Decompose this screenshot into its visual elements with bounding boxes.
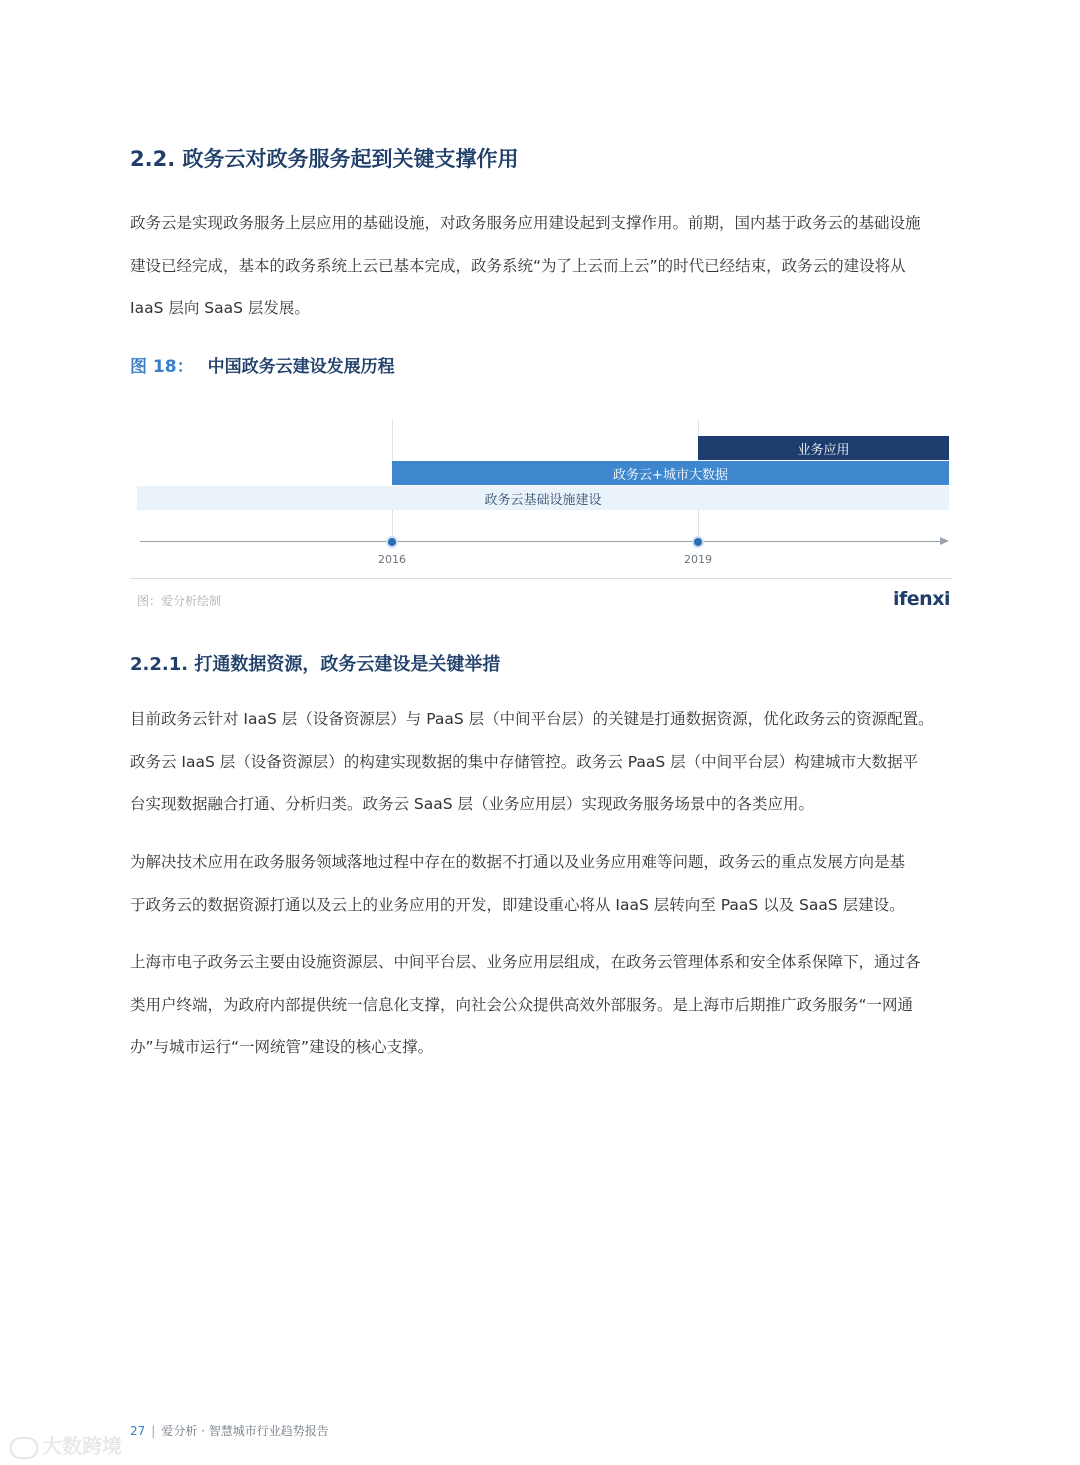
paragraph-line: 类用户终端，为政府内部提供统一信息化支撑，向社会公众提供高效外部服务。是上海市后期推广政务服务“一网通 <box>130 995 914 1014</box>
timeline-axis <box>140 541 940 542</box>
figure-number: 图 18： <box>130 357 194 377</box>
body-paragraph <box>130 941 960 1069</box>
ifenxi-logo: ifenxi <box>893 588 950 610</box>
bar-business-application: 业务应用 <box>698 436 949 460</box>
paragraph-line: 建设已经完成，基本的政务系统上云已基本完成，政务系统“为了上云而上云”的时代已经结束，政务云的建设将从 <box>130 256 906 275</box>
axis-arrow-icon <box>940 537 949 545</box>
page-footer <box>130 1422 329 1439</box>
intro-paragraph <box>130 202 960 330</box>
paragraph-line: 台实现数据融合打通、分析归类。政务云 SaaS 层（业务应用层）实现政务服务场景中的各类应用。 <box>130 795 815 813</box>
watermark <box>10 1430 122 1459</box>
section-heading: 2.2. 政务云对政务服务起到关键支撑作用 <box>130 147 519 171</box>
paragraph-line: IaaS 层向 SaaS 层发展。 <box>130 299 310 317</box>
watermark-text: 大数跨境 <box>42 1434 122 1458</box>
timeline-marker <box>692 536 704 548</box>
tick-label: 2019 <box>684 553 712 566</box>
tick-label: 2016 <box>378 553 406 566</box>
paragraph-line: 上海市电子政务云主要由设施资源层、中间平台层、业务应用层组成，在政务云管理体系和安全体系保障下，通过各 <box>130 953 921 971</box>
page-number: 27 <box>130 1424 146 1438</box>
paragraph-line: 目前政务云针对 IaaS 层（设备资源层）与 PaaS 层（中间平台层）的关键是打通数据资源，优化政务云的资源配置。 <box>130 710 934 728</box>
paragraph-line: 政务云是实现政务服务上层应用的基础设施，对政务服务应用建设起到支撑作用。前期，国内基于政务云的基础设施 <box>130 214 921 232</box>
figure-source: 图：爱分析绘制 <box>137 594 222 608</box>
report-title: 爱分析 · 智慧城市行业趋势报告 <box>161 1424 329 1438</box>
paragraph-line: 政务云 IaaS 层（设备资源层）的构建实现数据的集中存储管控。政务云 PaaS 层（中间平台层）构建城市大数据平 <box>130 752 919 771</box>
subsection-heading: 2.2.1. 打通数据资源，政务云建设是关键举措 <box>130 654 501 675</box>
bar-cloud-city-data: 政务云+城市大数据 <box>392 461 949 485</box>
figure-caption <box>130 352 395 377</box>
bar-cloud-infrastructure: 政务云基础设施建设 <box>137 486 949 510</box>
body-paragraph <box>130 698 960 826</box>
timeline-marker <box>386 536 398 548</box>
paragraph-line: 于政务云的数据资源打通以及云上的业务应用的开发，即建设重心将从 IaaS 层转向至 PaaS 以及 SaaS 层建设。 <box>130 895 905 914</box>
paragraph-line: 为解决技术应用在政务服务领域落地过程中存在的数据不打通以及业务应用难等问题，政务云的重点发展方向是基 <box>130 853 906 871</box>
figure-divider <box>130 578 952 579</box>
watermark-logo-icon <box>10 1437 38 1459</box>
paragraph-line: 办”与城市运行“一网统管”建设的核心支撑。 <box>130 1038 434 1056</box>
footer-separator: | <box>151 1424 156 1438</box>
figure-title: 中国政务云建设发展历程 <box>207 357 395 377</box>
body-paragraph <box>130 841 960 926</box>
